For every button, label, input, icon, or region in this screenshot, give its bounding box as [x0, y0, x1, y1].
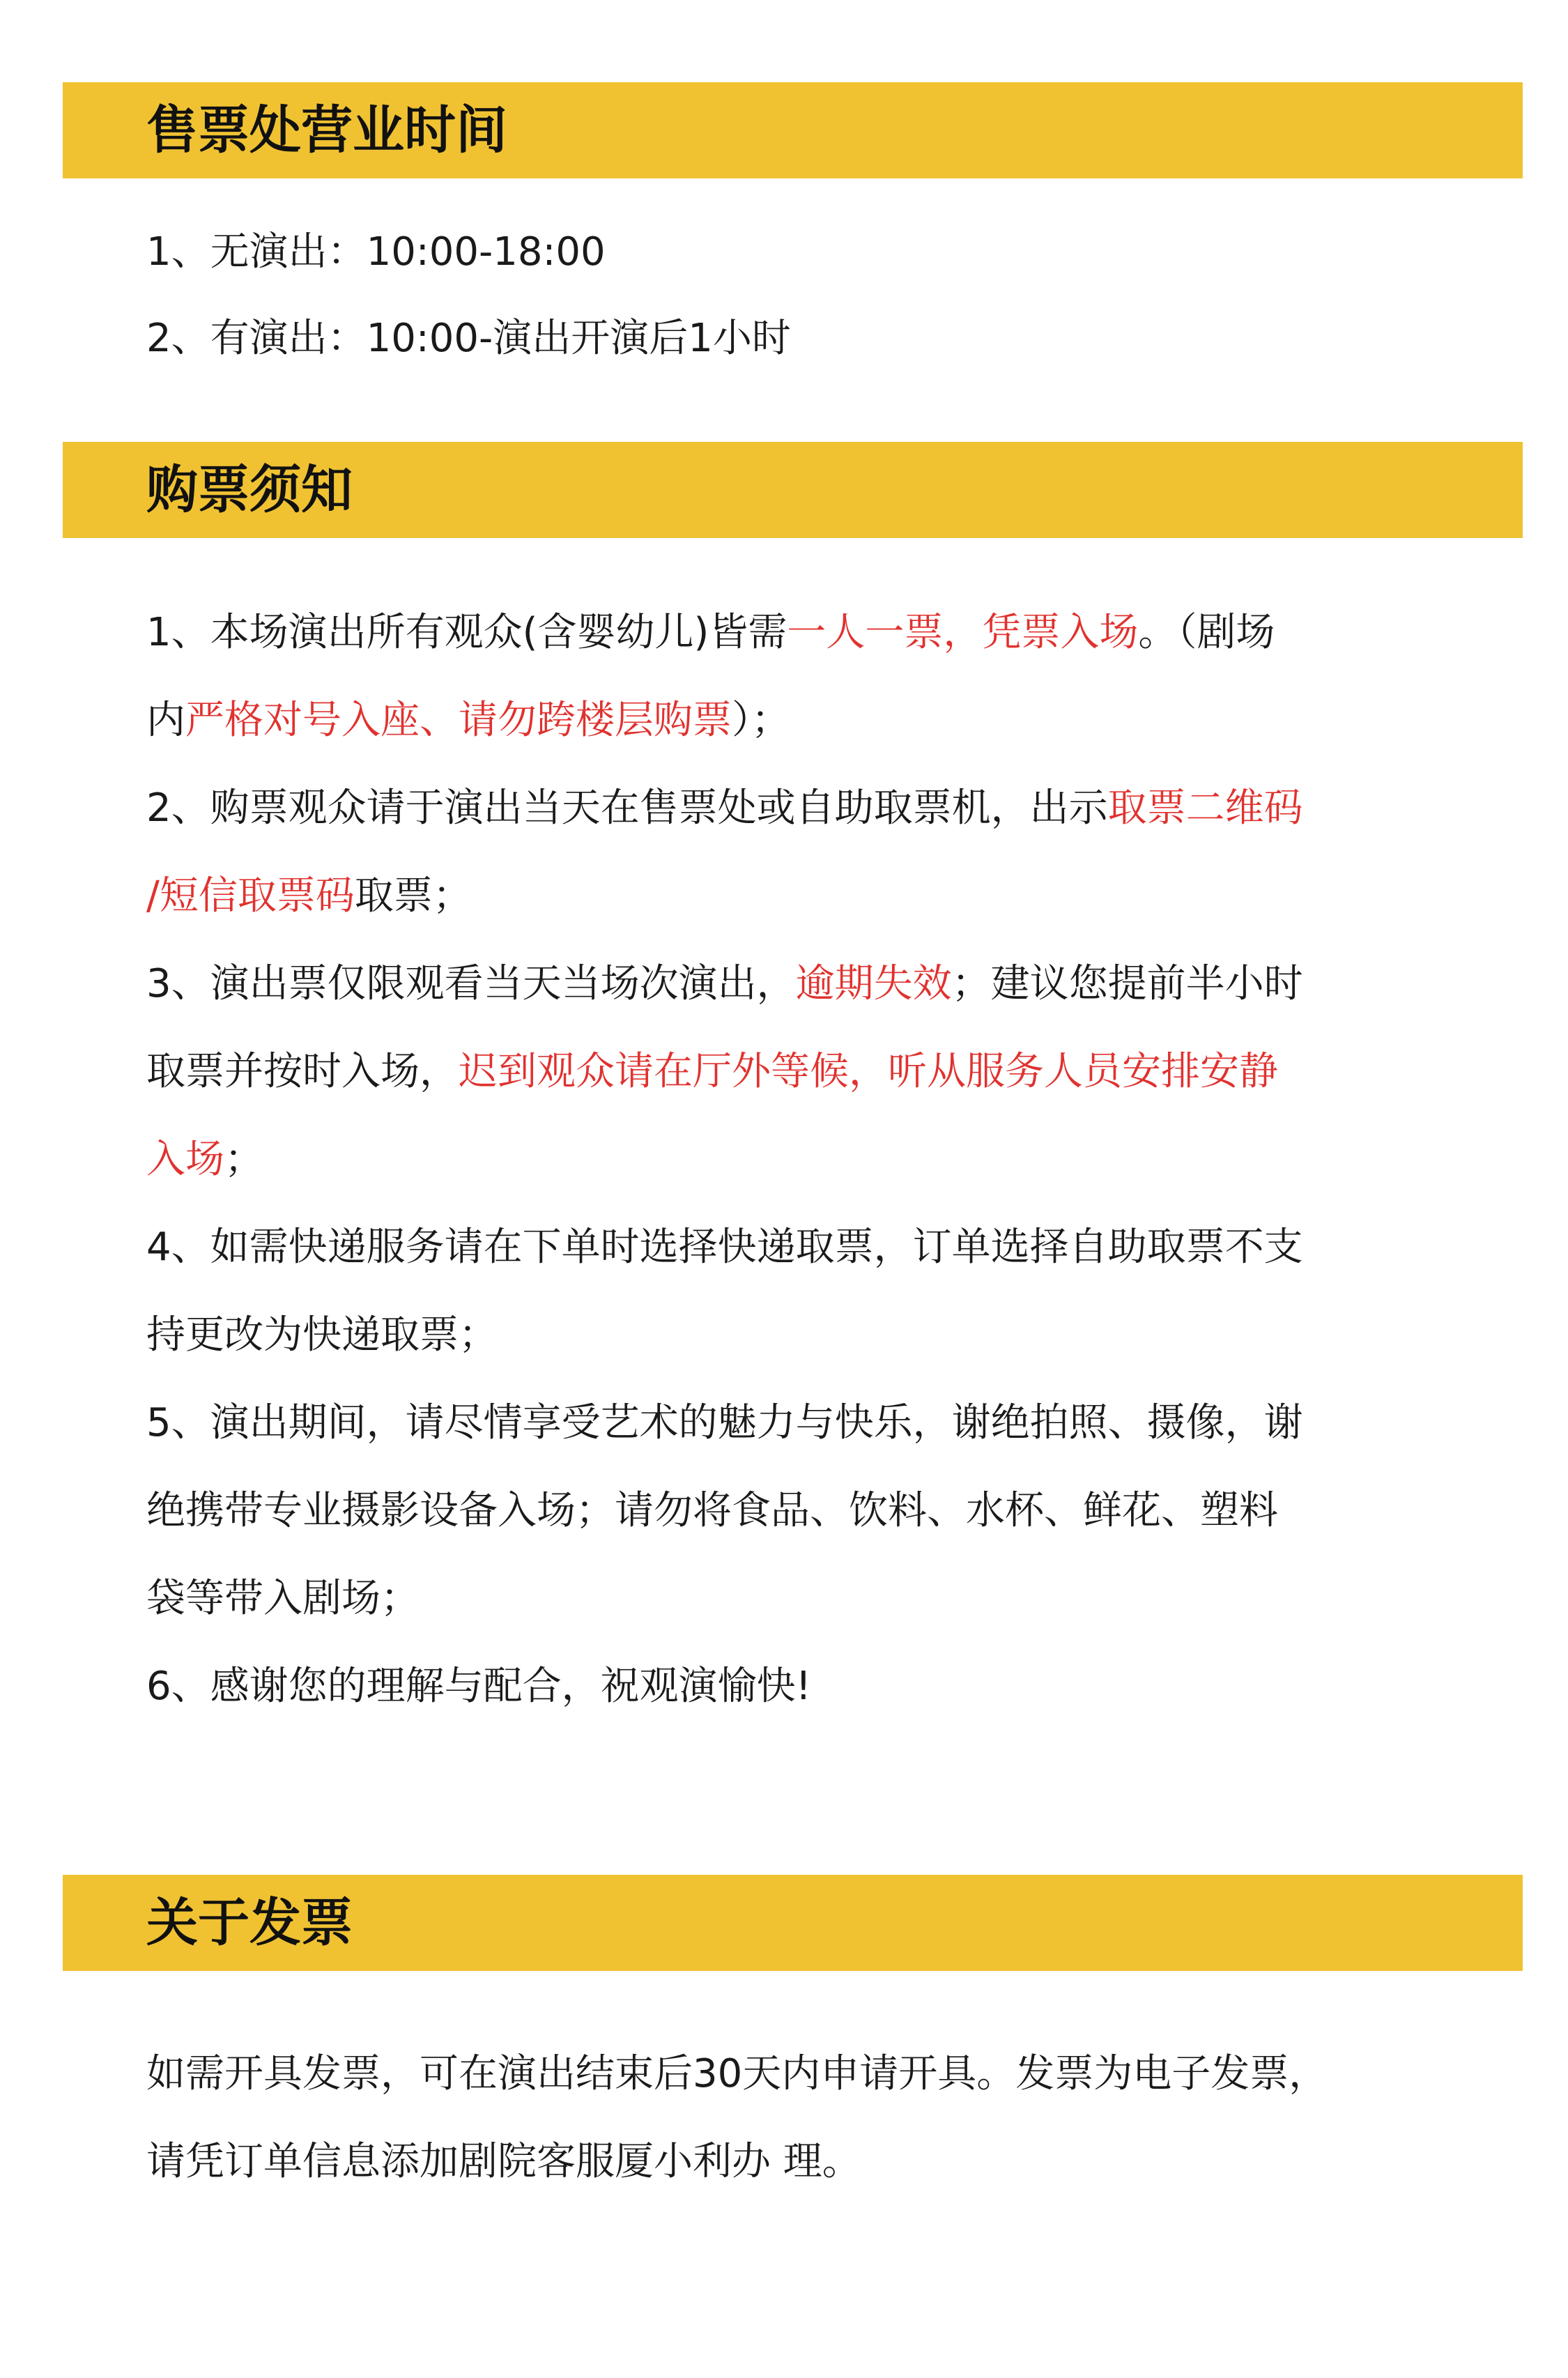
notice-text: ）；	[732, 698, 790, 743]
notice-line	[146, 611, 1275, 655]
notice-text: 持更改为快递取票；	[146, 1312, 498, 1358]
notice-line	[146, 874, 472, 919]
notice-text: 5、演出期间，请尽情享受艺术的魅力与快乐，谢绝拍照、摄像，谢	[146, 1400, 1303, 1445]
notice-text: 。（剧场	[1138, 610, 1275, 655]
notice-text: 4、如需快递服务请在下单时选择快递取票，订单选择自助取票不支	[146, 1225, 1303, 1270]
hours-item-2: 2、有演出：10:00-演出开演后1小时	[146, 316, 791, 361]
invoice-line-2: 请凭订单信息添加剧院客服厦小利办 理。	[146, 2139, 861, 2184]
notice-text: 绝携带专业摄影设备入场；请勿将食品、饮料、水杯、鲜花、塑料	[146, 1488, 1278, 1533]
notice-text: 2、购票观众请于演出当天在售票处或自助取票机，出示	[146, 785, 1108, 831]
section-title-hours: 售票处营业时间	[146, 100, 507, 160]
notice-line	[146, 698, 790, 743]
section-header-invoice	[63, 1875, 1523, 1971]
notice-text: 1、本场演出所有观众(含婴幼儿)皆需	[146, 610, 787, 655]
notice-text: 内	[146, 698, 185, 743]
notice-line	[146, 1401, 1303, 1445]
notice-line	[146, 962, 1303, 1006]
notice-line	[146, 786, 1303, 831]
highlight-text: 取票二维码	[1107, 785, 1303, 831]
highlight-text: 迟到观众请在厅外等候，听从服务人员安排安静	[459, 1049, 1278, 1094]
notice-line	[146, 1313, 498, 1358]
notice-text: 袋等带入剧场；	[146, 1576, 420, 1621]
section-header-hours	[63, 82, 1523, 178]
highlight-text: /短信取票码	[146, 873, 355, 919]
section-title-invoice: 关于发票	[146, 1893, 353, 1953]
notice-line	[146, 1577, 420, 1621]
section-header-notice	[63, 442, 1523, 538]
notice-text: 3、演出票仅限观看当天当场次演出，	[146, 961, 796, 1006]
notice-line	[146, 1489, 1278, 1533]
highlight-text: 严格对号入座、请勿跨楼层购票	[185, 698, 732, 743]
notice-text: 取票；	[354, 873, 472, 919]
section-title-notice: 购票须知	[146, 460, 353, 520]
hours-item-1: 1、无演出：10:00-18:00	[146, 229, 606, 275]
notice-text: ；	[224, 1137, 263, 1182]
highlight-text: 逾期失效	[795, 961, 952, 1006]
notice-line	[146, 1050, 1278, 1094]
notice-text: 取票并按时入场，	[146, 1049, 459, 1094]
highlight-text: 入场	[146, 1137, 224, 1182]
notice-text: ；建议您提前半小时	[951, 961, 1303, 1006]
notice-text: 6、感谢您的理解与配合，祝观演愉快!	[146, 1664, 812, 1709]
invoice-line-1: 如需开具发票，可在演出结束后30天内申请开具。发票为电子发票，	[146, 2051, 1328, 2096]
notice-line	[146, 1137, 263, 1182]
notice-line	[146, 1664, 811, 1709]
notice-line	[146, 1225, 1303, 1270]
highlight-text: 一人一票，凭票入场	[787, 610, 1139, 655]
